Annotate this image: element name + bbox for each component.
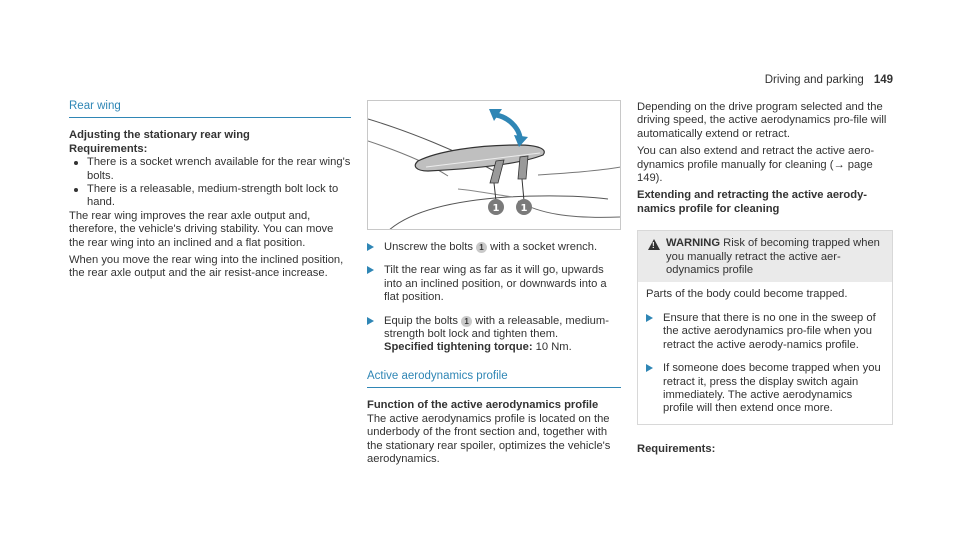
page-header — [765, 74, 893, 87]
step-arrow-icon — [646, 364, 653, 372]
callout-1-right: 1 — [520, 203, 528, 214]
warning-triangle-icon — [648, 239, 660, 250]
paragraph: The active aerodynamics profile is located on the underbody of the front section and, together with the stationary rear spoiler, optimizes the vehicle's aerodynamics. — [367, 412, 611, 466]
subsection-title: Adjusting the stationary rear wing — [69, 129, 250, 142]
requirement-item: There is a releasable, medium-strength bolt lock to hand. — [69, 183, 351, 210]
column-steps — [367, 100, 621, 365]
warning-text: Risk of becoming trapped when you manually retract the active aer-odynamics profile — [666, 237, 880, 277]
section-active-aero — [367, 370, 621, 466]
torque-label: Specified tightening torque: — [384, 341, 533, 354]
column-aero-profile — [637, 101, 893, 456]
rear-wing-drawing — [368, 101, 621, 230]
subsection-title: Function of the active aerodynamics profile — [367, 399, 599, 412]
requirements-label: Requirements: — [637, 442, 716, 455]
callout-badge: 1 — [461, 316, 472, 327]
column-rear-wing — [69, 100, 351, 281]
warning-label: WARNING — [666, 237, 721, 250]
warning-body — [638, 282, 892, 423]
section-name: Driving and parking — [764, 74, 864, 86]
paragraph: Depending on the drive program selected and the driving speed, the active aerodynamics pro-file will automatically extend or retract. — [637, 101, 887, 140]
warning-box — [637, 230, 893, 424]
section-title-active-aero: Active aerodynamics profile — [367, 370, 621, 388]
subsection-title: Extending and retracting the active aerody-namics profile for cleaning — [637, 189, 868, 215]
warning-step: Ensure that there is no one in the sweep of the active aerodynamics pro-file when you retract the active aerody-namics profile. — [646, 312, 884, 352]
page-number: 149 — [873, 74, 893, 86]
step-arrow-icon — [367, 243, 374, 251]
warning-header — [638, 231, 892, 282]
warning-intro: Parts of the body could become trapped. — [646, 288, 848, 301]
paragraph: The rear wing improves the rear axle output and, therefore, the vehicle's driving stability. You can move the rear wing into an inclined and a flat position. — [69, 209, 334, 249]
paragraph: You can also extend and retract the active aero-dynamics profile manually for cleaning (→ page 149). — [637, 145, 875, 185]
step-unscrew: Unscrew the bolts 1 with a socket wrench. — [367, 241, 621, 254]
step-tilt: Tilt the rear wing as far as it will go, upwards into an inclined position, or downwards into a flat position. — [367, 264, 621, 304]
instruction-steps — [367, 241, 621, 355]
requirement-item: There is a socket wrench available for the rear wing's bolts. — [69, 156, 351, 183]
rear-wing-illustration — [367, 100, 621, 230]
step-arrow-icon — [367, 266, 374, 274]
callout-1-left: 1 — [492, 203, 500, 214]
warning-step: If someone does become trapped when you retract it, press the display switch again immediately. The active aerodynamics profile will then extend once more. — [646, 362, 884, 416]
requirements-list — [69, 156, 351, 210]
step-arrow-icon — [646, 314, 653, 322]
callout-badge: 1 — [476, 242, 487, 253]
section-title-rear-wing: Rear wing — [69, 100, 351, 118]
paragraph: When you move the rear wing into the inclined position, the rear axle output and the air resist-ance increase. — [69, 254, 344, 280]
requirements-label: Requirements: — [69, 142, 148, 155]
step-equip: Equip the bolts 1 with a releasable, medium-strength bolt lock and tighten them. Specified tightening torque: 10 Nm. — [367, 315, 621, 355]
step-arrow-icon — [367, 317, 374, 325]
torque-value: 10 Nm. — [532, 341, 572, 354]
